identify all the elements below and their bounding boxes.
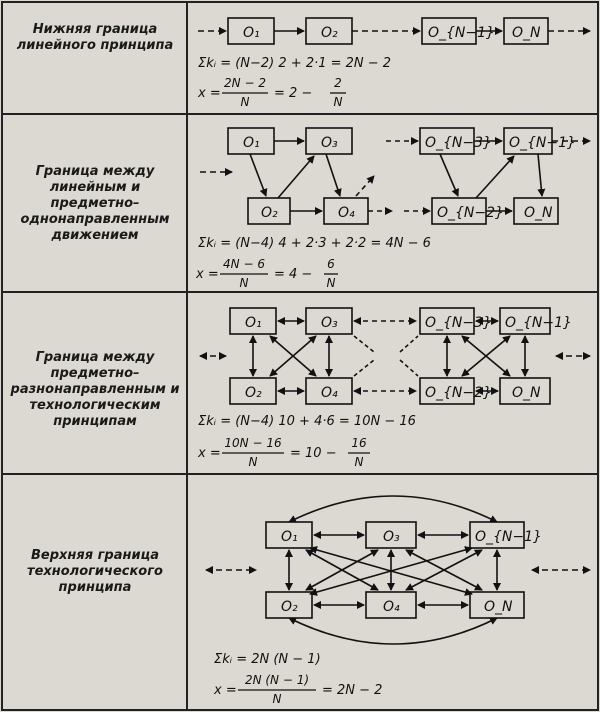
row4-sum-formula: Σkᵢ = 2N (N − 1) xyxy=(214,652,321,667)
box-o2: O₂ xyxy=(245,385,262,401)
row4-x-lhs: x = xyxy=(214,683,237,698)
row3-x-lhs: x = xyxy=(198,446,221,461)
row2-x-lhs: x = xyxy=(196,267,219,282)
box-o4: O₄ xyxy=(321,385,338,401)
row2-x-numerator2: 6 xyxy=(327,257,335,271)
box-o1: O₁ xyxy=(243,25,260,41)
row2-sum-formula: Σkᵢ = (N−4) 4 + 2·3 + 2·2 = 4N − 6 xyxy=(198,236,431,251)
box-o3: O₃ xyxy=(321,315,338,331)
box-o2: O₂ xyxy=(261,205,278,221)
row4-diagram xyxy=(206,496,590,644)
row1-x-lhs: x = xyxy=(198,86,221,101)
box-on: O_N xyxy=(512,385,541,401)
row3-x-denominator: N xyxy=(248,455,258,469)
row2-box-labels xyxy=(243,135,576,221)
row1-box-labels xyxy=(243,25,541,41)
box-on: O_N xyxy=(524,205,553,221)
box-o3: O₃ xyxy=(321,135,338,151)
row3-x-numerator2: 16 xyxy=(351,436,367,450)
row2-x-denominator: N xyxy=(239,276,249,290)
box-on-1: O_{N−1} xyxy=(505,315,572,331)
row3-sum-formula: Σkᵢ = (N−4) 10 + 4·6 = 10N − 16 xyxy=(198,414,416,429)
row1-x-eq: = 2 − xyxy=(274,86,313,101)
row2-x-numerator: 4N − 6 xyxy=(223,257,265,271)
box-on-3: O_{N−3} xyxy=(425,135,492,151)
row1-sum-formula: Σkᵢ = (N−2) 2 + 2·1 = 2N − 2 xyxy=(198,56,392,71)
row1-label: Нижняя граница линейного принципа xyxy=(16,22,174,53)
box-o1: O₁ xyxy=(281,529,298,545)
row3-x-eq: = 10 − xyxy=(290,446,337,461)
box-on-2: O_{N−2} xyxy=(437,205,504,221)
box-on-1: O_{N−1} xyxy=(475,529,542,545)
row4-x-denominator: N xyxy=(272,692,282,706)
box-on-1: O_{N−1} xyxy=(428,25,495,41)
box-o1: O₁ xyxy=(243,135,260,151)
box-o4: O₄ xyxy=(338,205,355,221)
box-on: O_N xyxy=(484,599,513,615)
row3-x-numerator: 10N − 16 xyxy=(224,436,282,450)
row4-x-numerator: 2N (N − 1) xyxy=(244,673,310,687)
box-on-1: O_{N−1} xyxy=(509,135,576,151)
box-on: O_N xyxy=(512,25,541,41)
box-o1: O₁ xyxy=(245,315,262,331)
row1-x-denominator: N xyxy=(240,95,250,109)
box-o4: O₄ xyxy=(383,599,400,615)
row3-box-labels xyxy=(245,315,572,401)
row4-x-eq: = 2N − 2 xyxy=(322,683,383,698)
box-o2: O₂ xyxy=(281,599,298,615)
row2-label: Граница между линейным и предметно–однонаправленным движением xyxy=(20,164,170,243)
row3-label: Граница между предметно–разнонаправленным и технологическим принципам xyxy=(10,350,180,429)
row4-label: Верхняя граница технологического принципа xyxy=(27,548,163,595)
box-o2: O₂ xyxy=(321,25,338,41)
row2-x-denominator2: N xyxy=(326,276,336,290)
row1-x-numerator: 2N − 2 xyxy=(224,76,266,90)
row1-x-denominator2: N xyxy=(333,95,343,109)
box-on-2: O_{N−2} xyxy=(425,385,492,401)
row1-x-numerator2: 2 xyxy=(334,76,342,90)
box-o3: O₃ xyxy=(383,529,400,545)
box-on-3: O_{N−3} xyxy=(425,315,492,331)
row3-x-denominator2: N xyxy=(354,455,364,469)
row2-x-eq: = 4 − xyxy=(274,267,313,282)
